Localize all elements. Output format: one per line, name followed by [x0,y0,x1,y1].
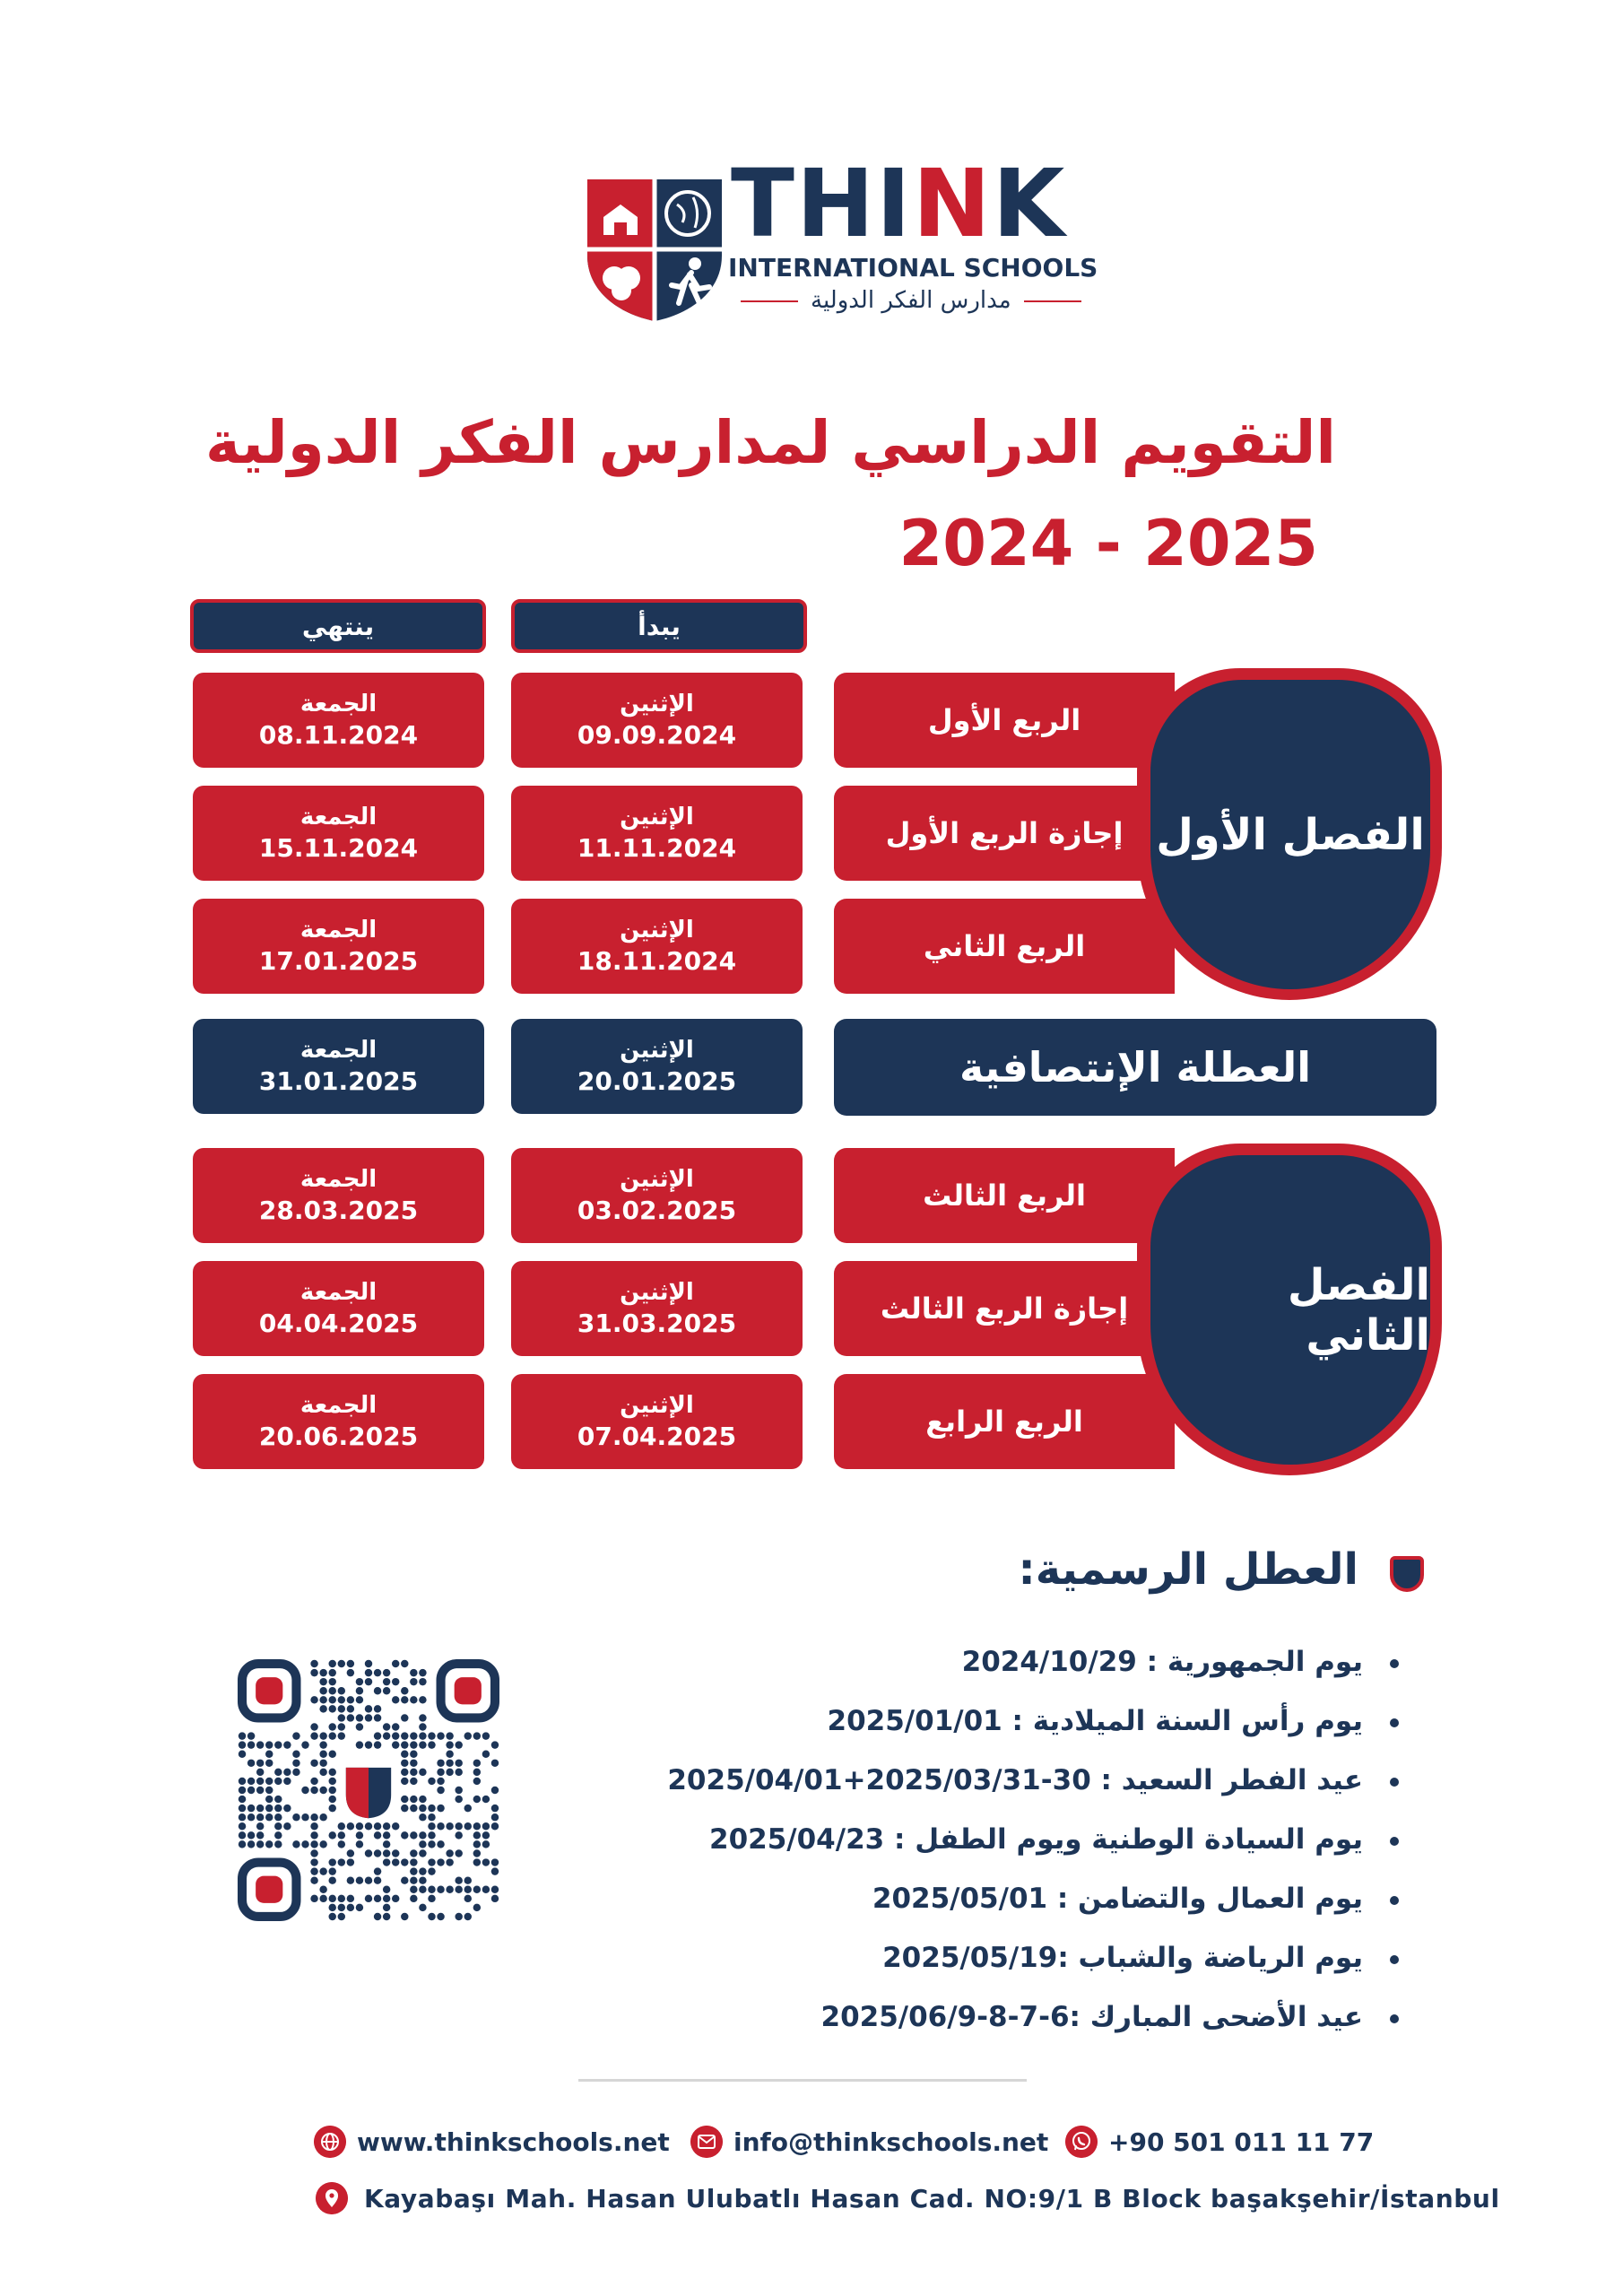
quarter-label: إجازة الربع الثالث [834,1261,1175,1356]
midyear-break-label: العطلة الإنتصافية [834,1019,1436,1116]
header-end: ينتهي [190,599,486,653]
logo-shield [578,170,731,323]
end-cell: الجمعة 28.03.2025 [193,1148,484,1243]
list-item: عيد الفطر السعيد : 30-2025/03/31+2025/04/01 [547,1751,1399,1810]
globe-icon [314,2126,346,2158]
end-cell: الجمعة 04.04.2025 [193,1261,484,1356]
page-title: التقويم الدراسي لمدارس الفكر الدولية [205,408,1336,477]
logo-wordmark: THINK [731,149,1067,258]
start-cell: الإثنين 11.11.2024 [511,786,803,881]
quarter-label: الربع الرابع [834,1374,1175,1469]
quarter-label: الربع الأول [834,673,1175,768]
logo-subtitle: INTERNATIONAL SCHOOLS [728,253,1098,283]
list-item: يوم رأس السنة الميلادية : 2025/01/01 [547,1692,1399,1751]
end-cell: الجمعة 31.01.2025 [193,1019,484,1114]
header-start: يبدأ [511,599,807,653]
quarter-label: الربع الثالث [834,1148,1175,1243]
qr-code[interactable] [238,1659,499,1921]
list-item: يوم الرياضة والشباب :2025/05/19 [547,1928,1399,1987]
start-cell: الإثنين 07.04.2025 [511,1374,803,1469]
whatsapp-icon [1065,2126,1098,2158]
holidays-list [547,1632,1399,2047]
start-cell: الإثنين 31.03.2025 [511,1261,803,1356]
semester-badge: الفصل الأول [1150,680,1430,989]
semester-badge: الفصل الثاني [1150,1155,1430,1465]
divider [578,2079,1027,2082]
end-cell: الجمعة 20.06.2025 [193,1374,484,1469]
address: Kayabaşı Mah. Hasan Ulubatlı Hasan Cad. NO:9/1 B Block başakşehir/İstanbul [316,2178,1500,2219]
list-item: يوم السيادة الوطنية ويوم الطفل : 2025/04/23 [547,1810,1399,1869]
email-link[interactable]: info@thinkschools.net [690,2121,1048,2162]
end-cell: الجمعة 08.11.2024 [193,673,484,768]
start-cell: الإثنين 18.11.2024 [511,899,803,994]
list-item: يوم العمال والتضامن : 2025/05/01 [547,1869,1399,1928]
phone-link[interactable]: +90 501 011 11 77 [1065,2121,1374,2162]
page-title-year: 2024 - 2025 [898,507,1318,580]
end-cell: الجمعة 17.01.2025 [193,899,484,994]
holidays-title: العطل الرسمية: [1018,1544,1358,1595]
qr-center-logo [337,1759,400,1822]
quarter-label: إجازة الربع الأول [834,786,1175,881]
start-cell: الإثنين 03.02.2025 [511,1148,803,1243]
location-pin-icon [316,2182,348,2214]
quarter-label: الربع الثاني [834,899,1175,994]
start-cell: الإثنين 20.01.2025 [511,1019,803,1114]
end-cell: الجمعة 15.11.2024 [193,786,484,881]
list-item: عيد الأضحى المبارك :6-7-8-2025/06/9 [547,1987,1399,2047]
logo-arabic-name: مدارس الفكر الدولية [728,287,1069,314]
start-cell: الإثنين 09.09.2024 [511,673,803,768]
shield-icon [1390,1556,1424,1592]
website-link[interactable]: www.thinkschools.net [314,2121,670,2162]
list-item: يوم الجمهورية : 2024/10/29 [547,1632,1399,1692]
mail-icon [690,2126,723,2158]
